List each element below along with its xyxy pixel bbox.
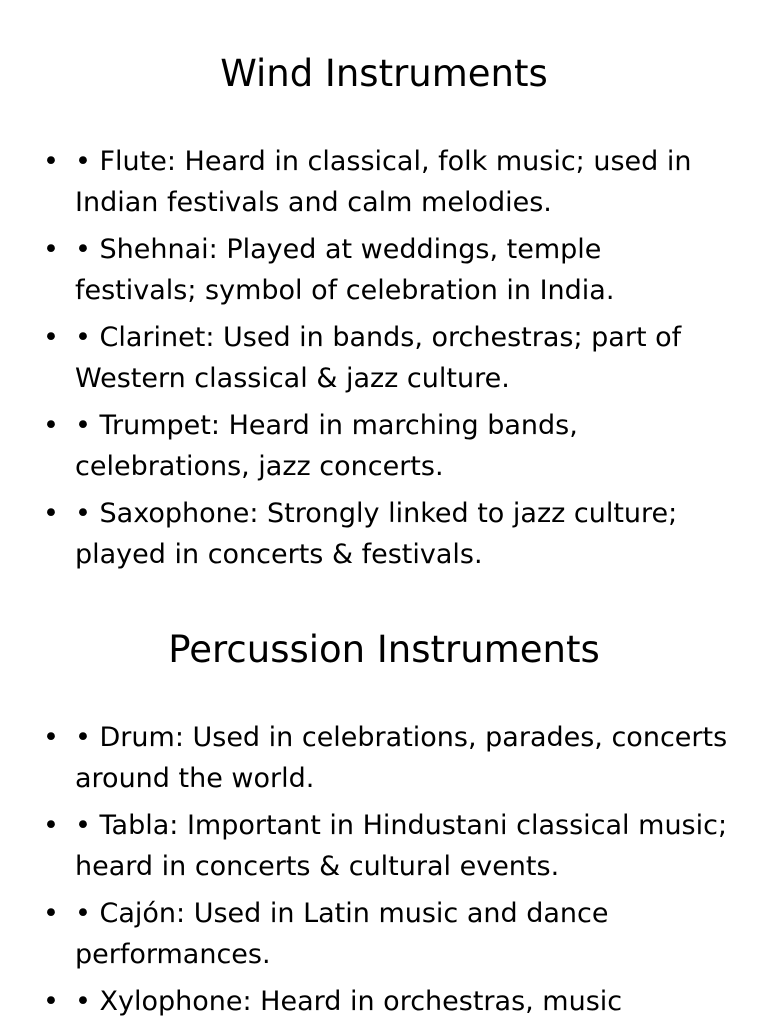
bullet-marker: • — [43, 498, 59, 529]
list-item-text: • Clarinet: Used in bands, orchestras; part of Western classical & jazz culture. — [75, 322, 682, 394]
list-item — [0, 229, 768, 311]
bullet-marker: • — [43, 986, 59, 1017]
bullet-marker: • — [43, 898, 59, 929]
percussion-instruments-list — [0, 717, 768, 1028]
list-item-text: • Tabla: Important in Hindustani classical music; heard in concerts & cultural events. — [75, 810, 728, 882]
list-item-text: • Trumpet: Heard in marching bands, celebrations, jazz concerts. — [75, 410, 578, 482]
list-item — [0, 717, 768, 799]
bullet-marker: • — [43, 322, 59, 353]
list-item — [0, 893, 768, 975]
list-item — [0, 805, 768, 887]
section-title-wind-instruments: Wind Instruments — [220, 52, 548, 95]
list-item-text: • Cajón: Used in Latin music and dance performances. — [75, 898, 609, 970]
wind-instruments-list — [0, 141, 768, 581]
list-item-text: • Flute: Heard in classical, folk music; used in Indian festivals and calm melodies. — [75, 146, 692, 218]
bullet-marker: • — [43, 722, 59, 753]
list-item-text: • Xylophone: Heard in orchestras, music — [75, 986, 623, 1017]
list-item-text: • Drum: Used in celebrations, parades, concerts around the world. — [75, 722, 728, 794]
list-item — [0, 981, 768, 1022]
bullet-marker: • — [43, 146, 59, 177]
list-item-text: • Saxophone: Strongly linked to jazz culture; played in concerts & festivals. — [75, 498, 678, 570]
bullet-marker: • — [43, 810, 59, 841]
list-item — [0, 493, 768, 575]
list-item — [0, 317, 768, 399]
bullet-marker: • — [43, 234, 59, 265]
bullet-marker: • — [43, 410, 59, 441]
list-item — [0, 405, 768, 487]
list-item-text: • Shehnai: Played at weddings, temple festivals; symbol of celebration in India. — [75, 234, 615, 306]
list-item — [0, 141, 768, 223]
section-title-percussion-instruments: Percussion Instruments — [168, 628, 600, 671]
